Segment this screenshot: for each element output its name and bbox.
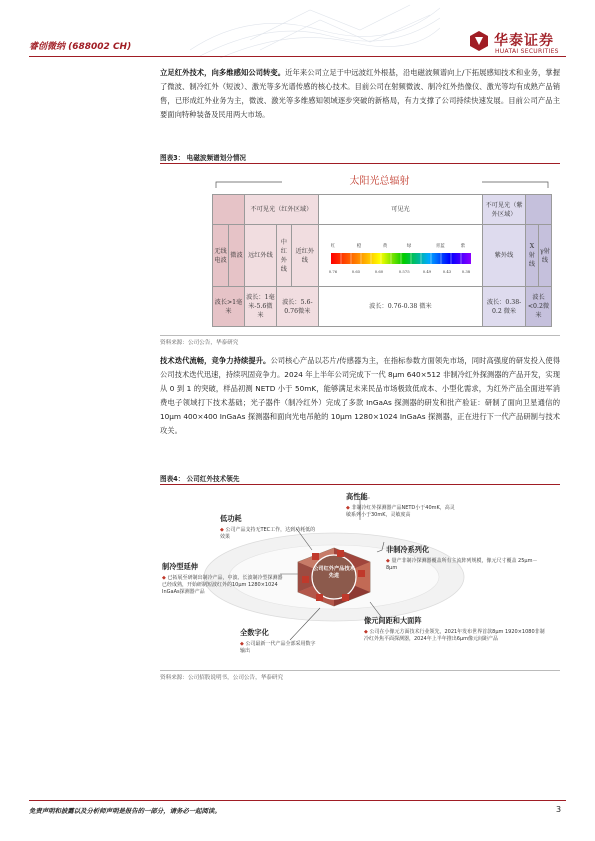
band-xray: X射线 <box>525 225 538 287</box>
block-text: 非制冷红外探测器产品NETD小于40mK，高灵敏系列小于30mK，灵敏度高 <box>346 505 455 518</box>
band-radio: 无线电波 <box>213 225 229 287</box>
block-title: 高性能 <box>346 492 368 501</box>
wavelength-visible: 波长：0.76-0.38 微米 <box>318 287 482 327</box>
wavelength-radio-micro: 波长>1毫米 <box>213 287 245 327</box>
figure-4-source-rule <box>160 670 560 671</box>
visible-color-label: 红 <box>330 244 336 249</box>
block-title: 低功耗 <box>220 514 242 523</box>
block-text: 已拓展至研制出制冷产品，中波、长波制冷型探测器已经成熟，开始研制短波红外的10μm 1280×1024 InGaAs探测器产品 <box>162 575 283 595</box>
visible-color-label: 青蓝 <box>435 244 445 249</box>
spectrum-title: 太阳光总辐射 <box>349 176 410 187</box>
wavelength-xray-gamma: 波长<0.2微米 <box>525 287 551 327</box>
report-title: 睿创微纳 (688002 CH) <box>29 42 132 52</box>
logo-mark-icon <box>468 30 490 52</box>
block-cooled-extension: 制冷型延伸 ◆ 已拓展至研制出制冷产品，中波、长波制冷型探测器已经成熟，开始研制短波红外的10μm 1280×1024 InGaAs探测器产品 <box>162 562 283 595</box>
visible-color-label: 紫 <box>460 244 466 249</box>
figure-3-source: 资料来源：公司公告，华泰研究 <box>160 340 239 346</box>
band-microwave: 微波 <box>228 225 244 287</box>
visible-color-label: 橙 <box>356 244 362 249</box>
spectrum-header-blank-right <box>525 195 551 225</box>
tech-advantage-diagram <box>162 490 580 680</box>
visible-tick: 0.76 <box>328 269 338 274</box>
logo-text-en: HUATAI SECURITIES <box>495 48 559 55</box>
visible-tick: 0.38 <box>461 269 471 274</box>
hub-label: 公司红外产品技术先进 <box>313 566 355 579</box>
spectrum-header-uv: 不可见光（紫外区域） <box>483 195 526 225</box>
band-near-ir: 近红外线 <box>291 225 318 287</box>
band-far-ir: 远红外线 <box>244 225 276 287</box>
figure-3-rule <box>160 163 560 164</box>
visible-color-label: 黄 <box>382 244 388 249</box>
block-title: 像元间距和大面阵 <box>364 616 422 625</box>
paragraph-technology <box>160 354 560 438</box>
block-uncooled-series: 非制冷系列化 ◆ 量产非制冷探测器覆盖所有主流阵列规模，像元尺寸覆盖 25μm－8μm <box>386 545 541 572</box>
paragraph-lead: 技术迭代流畅，竞争力持续提升。 <box>160 356 271 365</box>
wavelength-uv: 波长：0.38-0.2 微米 <box>483 287 526 327</box>
band-gamma: γ射线 <box>538 225 551 287</box>
visible-gradient-bar <box>331 253 471 264</box>
block-text: 公司最新一代产品全部采用数字输出 <box>240 641 316 654</box>
footer-disclaimer: 免责声明和披露以及分析师声明是报告的一部分，请务必一起阅读。 <box>29 807 221 815</box>
header-rule <box>29 56 566 57</box>
band-mid-ir: 中红外线 <box>276 225 291 287</box>
block-high-performance: 高性能 ◆ 非制冷红外探测器产品NETD小于40mK，高灵敏系列小于30mK，灵敏度高 <box>346 492 455 518</box>
spectrum-table <box>212 194 552 327</box>
spectrum-header-ir: 不可见光（红外区域） <box>244 195 318 225</box>
footer-rule <box>29 800 566 801</box>
block-pixel-pitch: 像元间距和大面阵 ◆ 公司在小像元方面技术行业领先，2021年发布世界首款8μm 1920×1080非制冷红外焦平面探测器，2024年上半年推出6μm像元间距产品 <box>364 616 545 642</box>
block-text: 公司产品支持无TEC工作，达到功耗低的效果 <box>220 527 316 540</box>
block-text: 量产非制冷探测器覆盖所有主流阵列规模，像元尺寸覆盖 25μm－8μm <box>386 558 538 571</box>
block-digital: 全数字化 ◆ 公司最新一代产品全部采用数字输出 <box>240 628 320 655</box>
wavelength-mid-near-ir: 波长：5.6-0.76微米 <box>276 287 318 327</box>
spectrum-header-blank <box>213 195 245 225</box>
block-title: 非制冷系列化 <box>386 545 430 554</box>
visible-color-label: 绿 <box>406 244 412 249</box>
figure-3-source-rule <box>160 335 560 336</box>
visible-tick: 0.65 <box>351 269 361 274</box>
logo-text-cn: 华泰证券 <box>494 33 554 49</box>
visible-tick: 0.49 <box>422 269 432 274</box>
header-decoration <box>190 0 440 58</box>
figure-4-source: 资料来源：公司招股说明书，公司公告，华泰研究 <box>160 675 284 681</box>
visible-tick: 0.575 <box>398 269 410 274</box>
page-number: 3 <box>556 805 562 814</box>
paragraph-multispectral <box>160 66 560 122</box>
block-low-power: 低功耗 ◆ 公司产品支持无TEC工作，达到功耗低的效果 <box>220 514 318 541</box>
visible-tick: 0.60 <box>374 269 384 274</box>
paragraph-body: 公司核心产品以芯片/传感器为主，在指标参数方面领先市场，同时高强度的研发投入使得公司技术迭代迅速，持续巩固竞争力。2024 年上半年公司完成下一代 8μm 640×512 非制冷红外探测器的产品开发，实现从 0 到 1 的突破，样品初测 NETD 小于 50mK，能够满足未来民品市场极致低成本、小型化需求，为红外产品全面进军消费电子领域打下技术基础；光子器件（制冷红外）完成了多款 InGaAs 探测器的研发和批产验证：研制了面向卫星通信的 10μm 400×400 InGaAs 探测器和面向光电吊舱的 10μm 1280×1024 InGaAs 探测器，正在进行下一代产品研制与技术攻关。 <box>160 356 560 435</box>
block-title: 制冷型延伸 <box>162 562 198 571</box>
figure-4-label: 图表4： 公司红外技术领先 <box>160 475 240 483</box>
visible-tick: 0.43 <box>442 269 452 274</box>
block-text: 公司在小像元方面技术行业领先，2021年发布世界首款8μm 1920×1080非制冷红外焦平面探测器，2024年上半年推出6μm像元间距产品 <box>364 629 545 642</box>
wavelength-far-ir: 波长：1毫米-5.6微米 <box>244 287 276 327</box>
paragraph-lead: 立足红外技术，向多维感知公司转变。 <box>160 68 286 77</box>
spectrum-figure <box>212 172 552 332</box>
figure-4-rule <box>160 484 560 485</box>
company-logo <box>468 28 568 58</box>
block-title: 全数字化 <box>240 628 269 637</box>
band-uv: 紫外线 <box>483 225 526 287</box>
figure-3-label: 图表3： 电磁波频谱划分情况 <box>160 154 247 162</box>
paragraph-body: 近年来公司立足于中远波红外根基，沿电磁波频谱向上/下拓展感知技术和业务，掌握了微波、制冷红外（短波）、激光等多光谱传感的核心技术。目前公司在射频微波、制冷红外热像仪、激光等均有成熟产品销售，已形成红外业务为主，微波、激光等多维感知领域逐步突破的新格局，有力支撑了公司持续快速发展。目前公司产品主要面向特种装备及民用两大市场。 <box>160 68 560 119</box>
band-visible <box>318 225 482 287</box>
spectrum-header-visible: 可见光 <box>318 195 482 225</box>
